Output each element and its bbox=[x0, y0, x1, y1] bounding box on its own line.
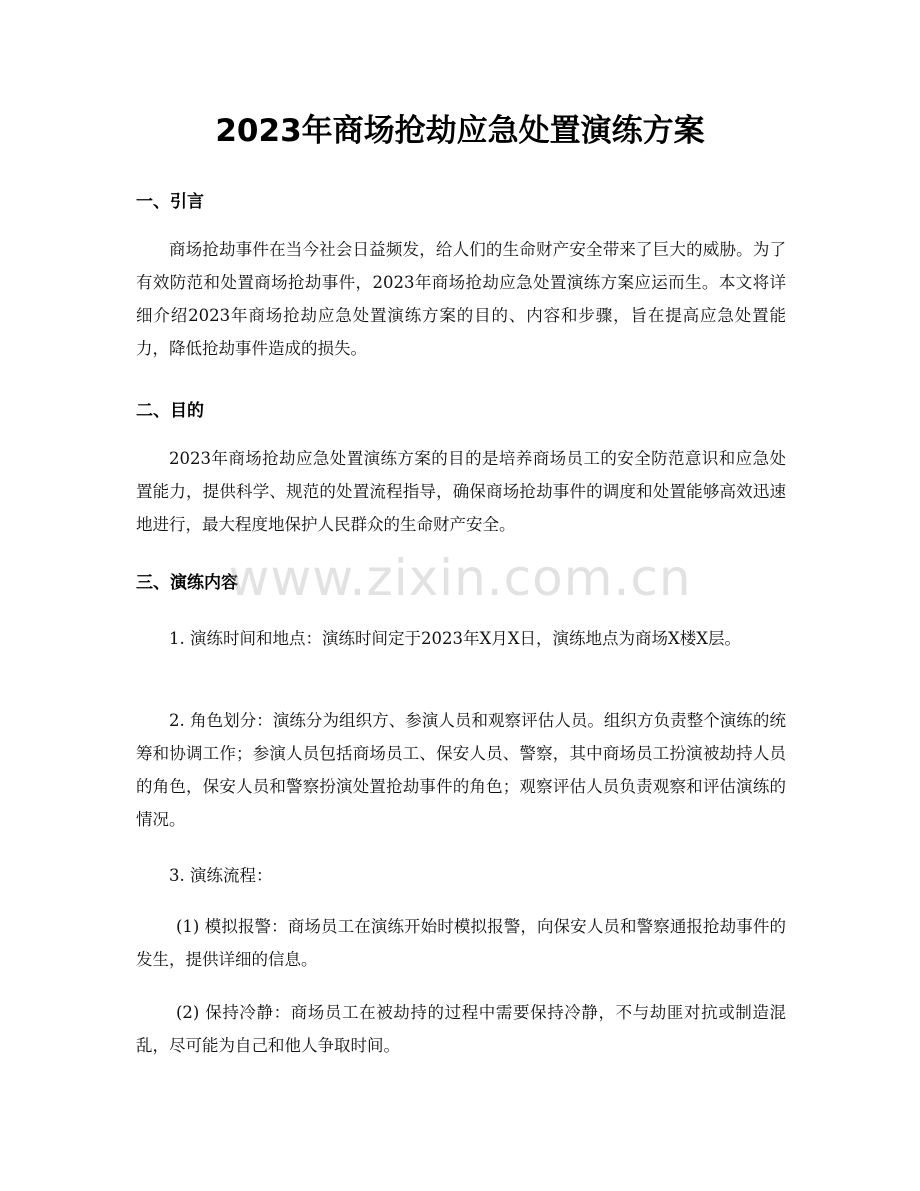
section-heading-purpose: 二、目的 bbox=[136, 401, 204, 421]
watermark: www.zixin.com.cn bbox=[228, 549, 692, 607]
purpose-paragraph: 2023年商场抢劫应急处置演练方案的目的是培养商场员工的安全防范意识和应急处置能力，提供科学、规范的处置流程指导，确保商场抢劫事件的调度和处置能够高效迅速地进行，最大程度地保护人民群众的生命财产安全。 bbox=[136, 449, 786, 534]
simulated-alarm-paragraph: (1) 模拟报警：商场员工在演练开始时模拟报警，向保安人员和警察通报抢劫事件的发生，提供详细的信息。 bbox=[136, 917, 786, 969]
drill-process-paragraph: 3. 演练流程： bbox=[169, 866, 273, 885]
document-title: 2023年商场抢劫应急处置演练方案 bbox=[215, 113, 705, 149]
introduction-paragraph: 商场抢劫事件在当今社会日益频发，给人们的生命财产安全带来了巨大的威胁。为了有效防范和处置商场抢劫事件，2023年商场抢劫应急处置演练方案应运而生。本文将详细介绍2023年商场抢劫应急处置演练方案的目的、内容和步骤，旨在提高应急处置能力，降低抢劫事件造成的损失。 bbox=[136, 240, 786, 358]
drill-time-place-paragraph: 1. 演练时间和地点：演练时间定于2023年X月X日，演练地点为商场X楼X层。 bbox=[169, 629, 741, 648]
stay-calm-paragraph: (2) 保持冷静：商场员工在被劫持的过程中需要保持冷静，不与劫匪对抗或制造混乱，尽可能为自己和他人争取时间。 bbox=[136, 1003, 786, 1055]
section-heading-drill-content: 三、演练内容 bbox=[136, 573, 238, 593]
section-heading-introduction: 一、引言 bbox=[136, 192, 204, 212]
role-division-paragraph: 2. 角色划分：演练分为组织方、参演人员和观察评估人员。组织方负责整个演练的统筹和协调工作；参演人员包括商场员工、保安人员、警察，其中商场员工扮演被劫持人员的角色，保安人员和警察扮演处置抢劫事件的角色；观察评估人员负责观察和评估演练的情况。 bbox=[136, 711, 786, 829]
